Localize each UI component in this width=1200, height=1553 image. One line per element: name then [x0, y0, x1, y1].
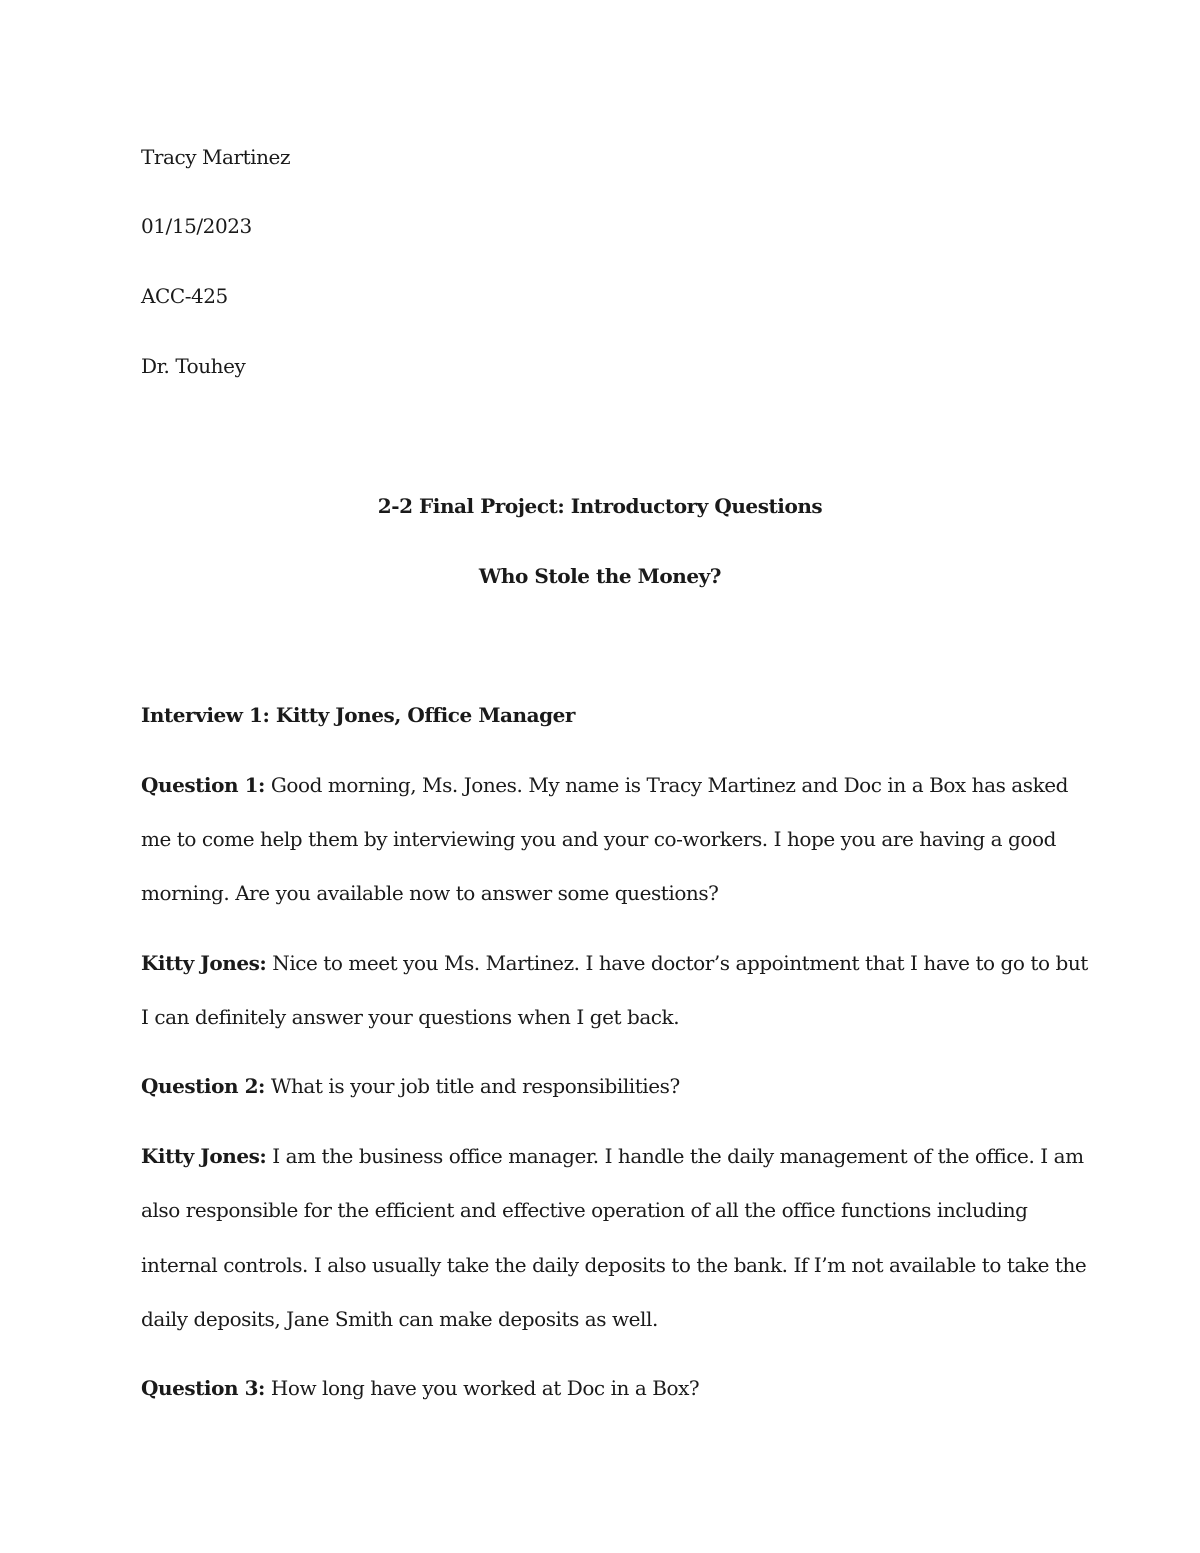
answer-2-line-4: daily deposits, Jane Smith can make deposits as well. [141, 1307, 658, 1331]
answer-1-line-2: I can definitely answer your questions when I get back. [141, 1005, 680, 1029]
author-name: Tracy Martinez [141, 145, 291, 169]
question-3-line-1: Question 3: How long have you worked at Doc in a Box? [141, 1376, 700, 1400]
question-1-line-1: Question 1: Good morning, Ms. Jones. My name is Tracy Martinez and Doc in a Box has asked [141, 773, 1068, 797]
speaker-label: Kitty Jones: [141, 951, 267, 975]
course-code: ACC-425 [141, 284, 228, 308]
speaker-label: Question 1: [141, 773, 265, 797]
document-subtitle: Who Stole the Money? [478, 564, 722, 588]
answer-2-line-3: internal controls. I also usually take the daily deposits to the bank. If I’m not available to take the [141, 1253, 1087, 1277]
interview-heading: Interview 1: Kitty Jones, Office Manager [141, 703, 576, 727]
answer-2-line-2: also responsible for the efficient and effective operation of all the office functions including [141, 1198, 1028, 1222]
submission-date: 01/15/2023 [141, 214, 252, 238]
speaker-label: Question 2: [141, 1074, 265, 1098]
document-title: 2-2 Final Project: Introductory Questions [377, 494, 823, 518]
question-1-line-2: me to come help them by interviewing you and your co-workers. I hope you are having a good [141, 827, 1056, 851]
instructor-name: Dr. Touhey [141, 354, 246, 378]
question-2-line-1: Question 2: What is your job title and responsibilities? [141, 1074, 680, 1098]
speaker-label: Kitty Jones: [141, 1144, 267, 1168]
answer-2-line-1: Kitty Jones: I am the business office manager. I handle the daily management of the office. I am [141, 1144, 1084, 1168]
speaker-label: Question 3: [141, 1376, 265, 1400]
question-1-line-3: morning. Are you available now to answer some questions? [141, 881, 719, 905]
answer-1-line-1: Kitty Jones: Nice to meet you Ms. Martinez. I have doctor’s appointment that I have to go to but [141, 951, 1088, 975]
